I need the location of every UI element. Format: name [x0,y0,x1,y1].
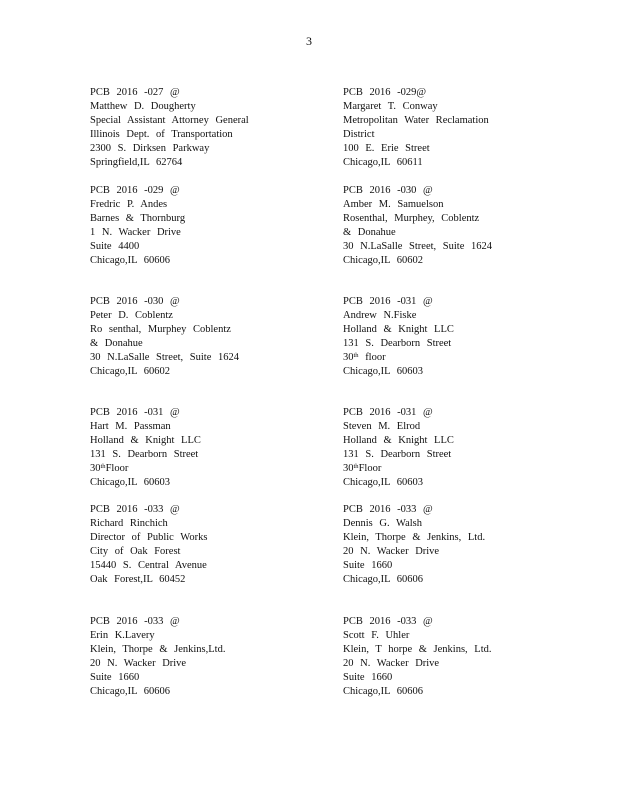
floor-label: floor [358,351,386,363]
case-number: PCB 2016 -033 @ [343,504,433,515]
address-line: Chicago,IL 60603 [343,476,424,488]
page-number: 3 [306,34,312,48]
service-entry [90,86,330,169]
service-entry [90,406,330,489]
floor-label: Floor [358,462,382,474]
address-line: 131 S. Dearborn Street [343,448,452,460]
address-line: Matthew D. Dougherty [90,100,196,112]
address-line: Chicago,IL 60602 [90,365,171,377]
address-line: Andrew N.Fiske [343,309,417,321]
service-entry [343,184,583,267]
address-line: Amber M. Samuelson [343,198,444,210]
case-number: PCB 2016 -033 @ [90,616,180,627]
address-line [90,462,330,476]
address-line: Hart M. Passman [90,420,171,432]
case-number: PCB 2016 -029@ [343,87,427,98]
service-entry [343,406,583,489]
case-number: PCB 2016 -030 @ [343,185,433,196]
address-line: Klein, T horpe & Jenkins, Ltd. [343,643,492,655]
address-line: Chicago,IL 60606 [90,685,171,697]
service-entry [343,295,583,378]
address-line: Peter D. Coblentz [90,309,173,321]
address-line: Illinois Dept. of Transportation [90,128,233,140]
address-line: Suite 1660 [90,671,140,683]
address-line: Special Assistant Attorney General [90,114,249,126]
address-line: Chicago,IL 60603 [343,365,424,377]
ordinal-suffix: th [353,351,359,359]
address-line: Director of Public Works [90,531,208,543]
service-entry [90,295,330,378]
service-entry [90,184,330,267]
address-line: Richard Rinchich [90,517,168,529]
address-line: & Donahue [90,337,143,349]
address-line: Chicago,IL 60602 [343,254,424,266]
service-entry [343,86,583,169]
case-number: PCB 2016 -033 @ [90,504,180,515]
address-line: 20 N. Wacker Drive [343,545,440,557]
address-line: Holland & Knight LLC [343,323,454,335]
address-line: Holland & Knight LLC [90,434,201,446]
ordinal-suffix: th [100,462,106,470]
address-line: Scott F. Uhler [343,629,410,641]
address-line: Rosenthal, Murphey, Coblentz [343,212,480,224]
address-line: 20 N. Wacker Drive [343,657,440,669]
address-line: Ro senthal, Murphey Coblentz [90,323,231,335]
address-line: Steven M. Elrod [343,420,421,432]
ordinal-suffix: th [353,462,359,470]
address-line: 1 N. Wacker Drive [90,226,181,238]
service-entry [343,615,583,698]
address-line: Klein, Thorpe & Jenkins, Ltd. [343,531,486,543]
floor-number: 30 [343,351,354,363]
address-line: Oak Forest,IL 60452 [90,573,186,585]
address-line: 30 N.LaSalle Street, Suite 1624 [90,351,239,363]
address-line: Holland & Knight LLC [343,434,454,446]
address-line: 2300 S. Dirksen Parkway [90,142,210,154]
address-line: Margaret T. Conway [343,100,438,112]
service-entry [90,503,330,586]
address-line: 15440 S. Central Avenue [90,559,207,571]
address-line: Chicago,IL 60606 [90,254,171,266]
address-line: Chicago,IL 60606 [343,685,424,697]
address-line: Klein, Thorpe & Jenkins,Ltd. [90,643,226,655]
floor-label: Floor [105,462,129,474]
floor-number: 30 [90,462,101,474]
address-line: Dennis G. Walsh [343,517,422,529]
floor-number: 30 [343,462,354,474]
address-line: Chicago,IL 60603 [90,476,171,488]
case-number: PCB 2016 -033 @ [343,616,433,627]
service-entry [90,615,330,698]
address-line: Springfield,IL 62764 [90,156,183,168]
case-number: PCB 2016 -031 @ [343,407,433,418]
address-line: Suite 1660 [343,559,393,571]
address-line: 131 S. Dearborn Street [343,337,452,349]
service-entry [343,503,583,586]
address-line: 30 N.LaSalle Street, Suite 1624 [343,240,492,252]
case-number: PCB 2016 -027 @ [90,87,180,98]
address-line: Erin K.Lavery [90,629,155,641]
address-line: & Donahue [343,226,396,238]
address-line [343,462,583,476]
address-line: 100 E. Erie Street [343,142,430,154]
address-line [343,351,583,365]
address-line: Metropolitan Water Reclamation [343,114,489,126]
address-line: 20 N. Wacker Drive [90,657,187,669]
address-line: 131 S. Dearborn Street [90,448,199,460]
address-line: Fredric P. Andes [90,198,168,210]
address-line: Suite 1660 [343,671,393,683]
address-line: Chicago,IL 60611 [343,156,423,168]
address-line: City of Oak Forest [90,545,181,557]
address-line: Suite 4400 [90,240,140,252]
address-line: Barnes & Thornburg [90,212,186,224]
address-line: District [343,128,375,140]
case-number: PCB 2016 -030 @ [90,296,180,307]
case-number: PCB 2016 -031 @ [90,407,180,418]
address-line: Chicago,IL 60606 [343,573,424,585]
case-number: PCB 2016 -031 @ [343,296,433,307]
case-number: PCB 2016 -029 @ [90,185,180,196]
